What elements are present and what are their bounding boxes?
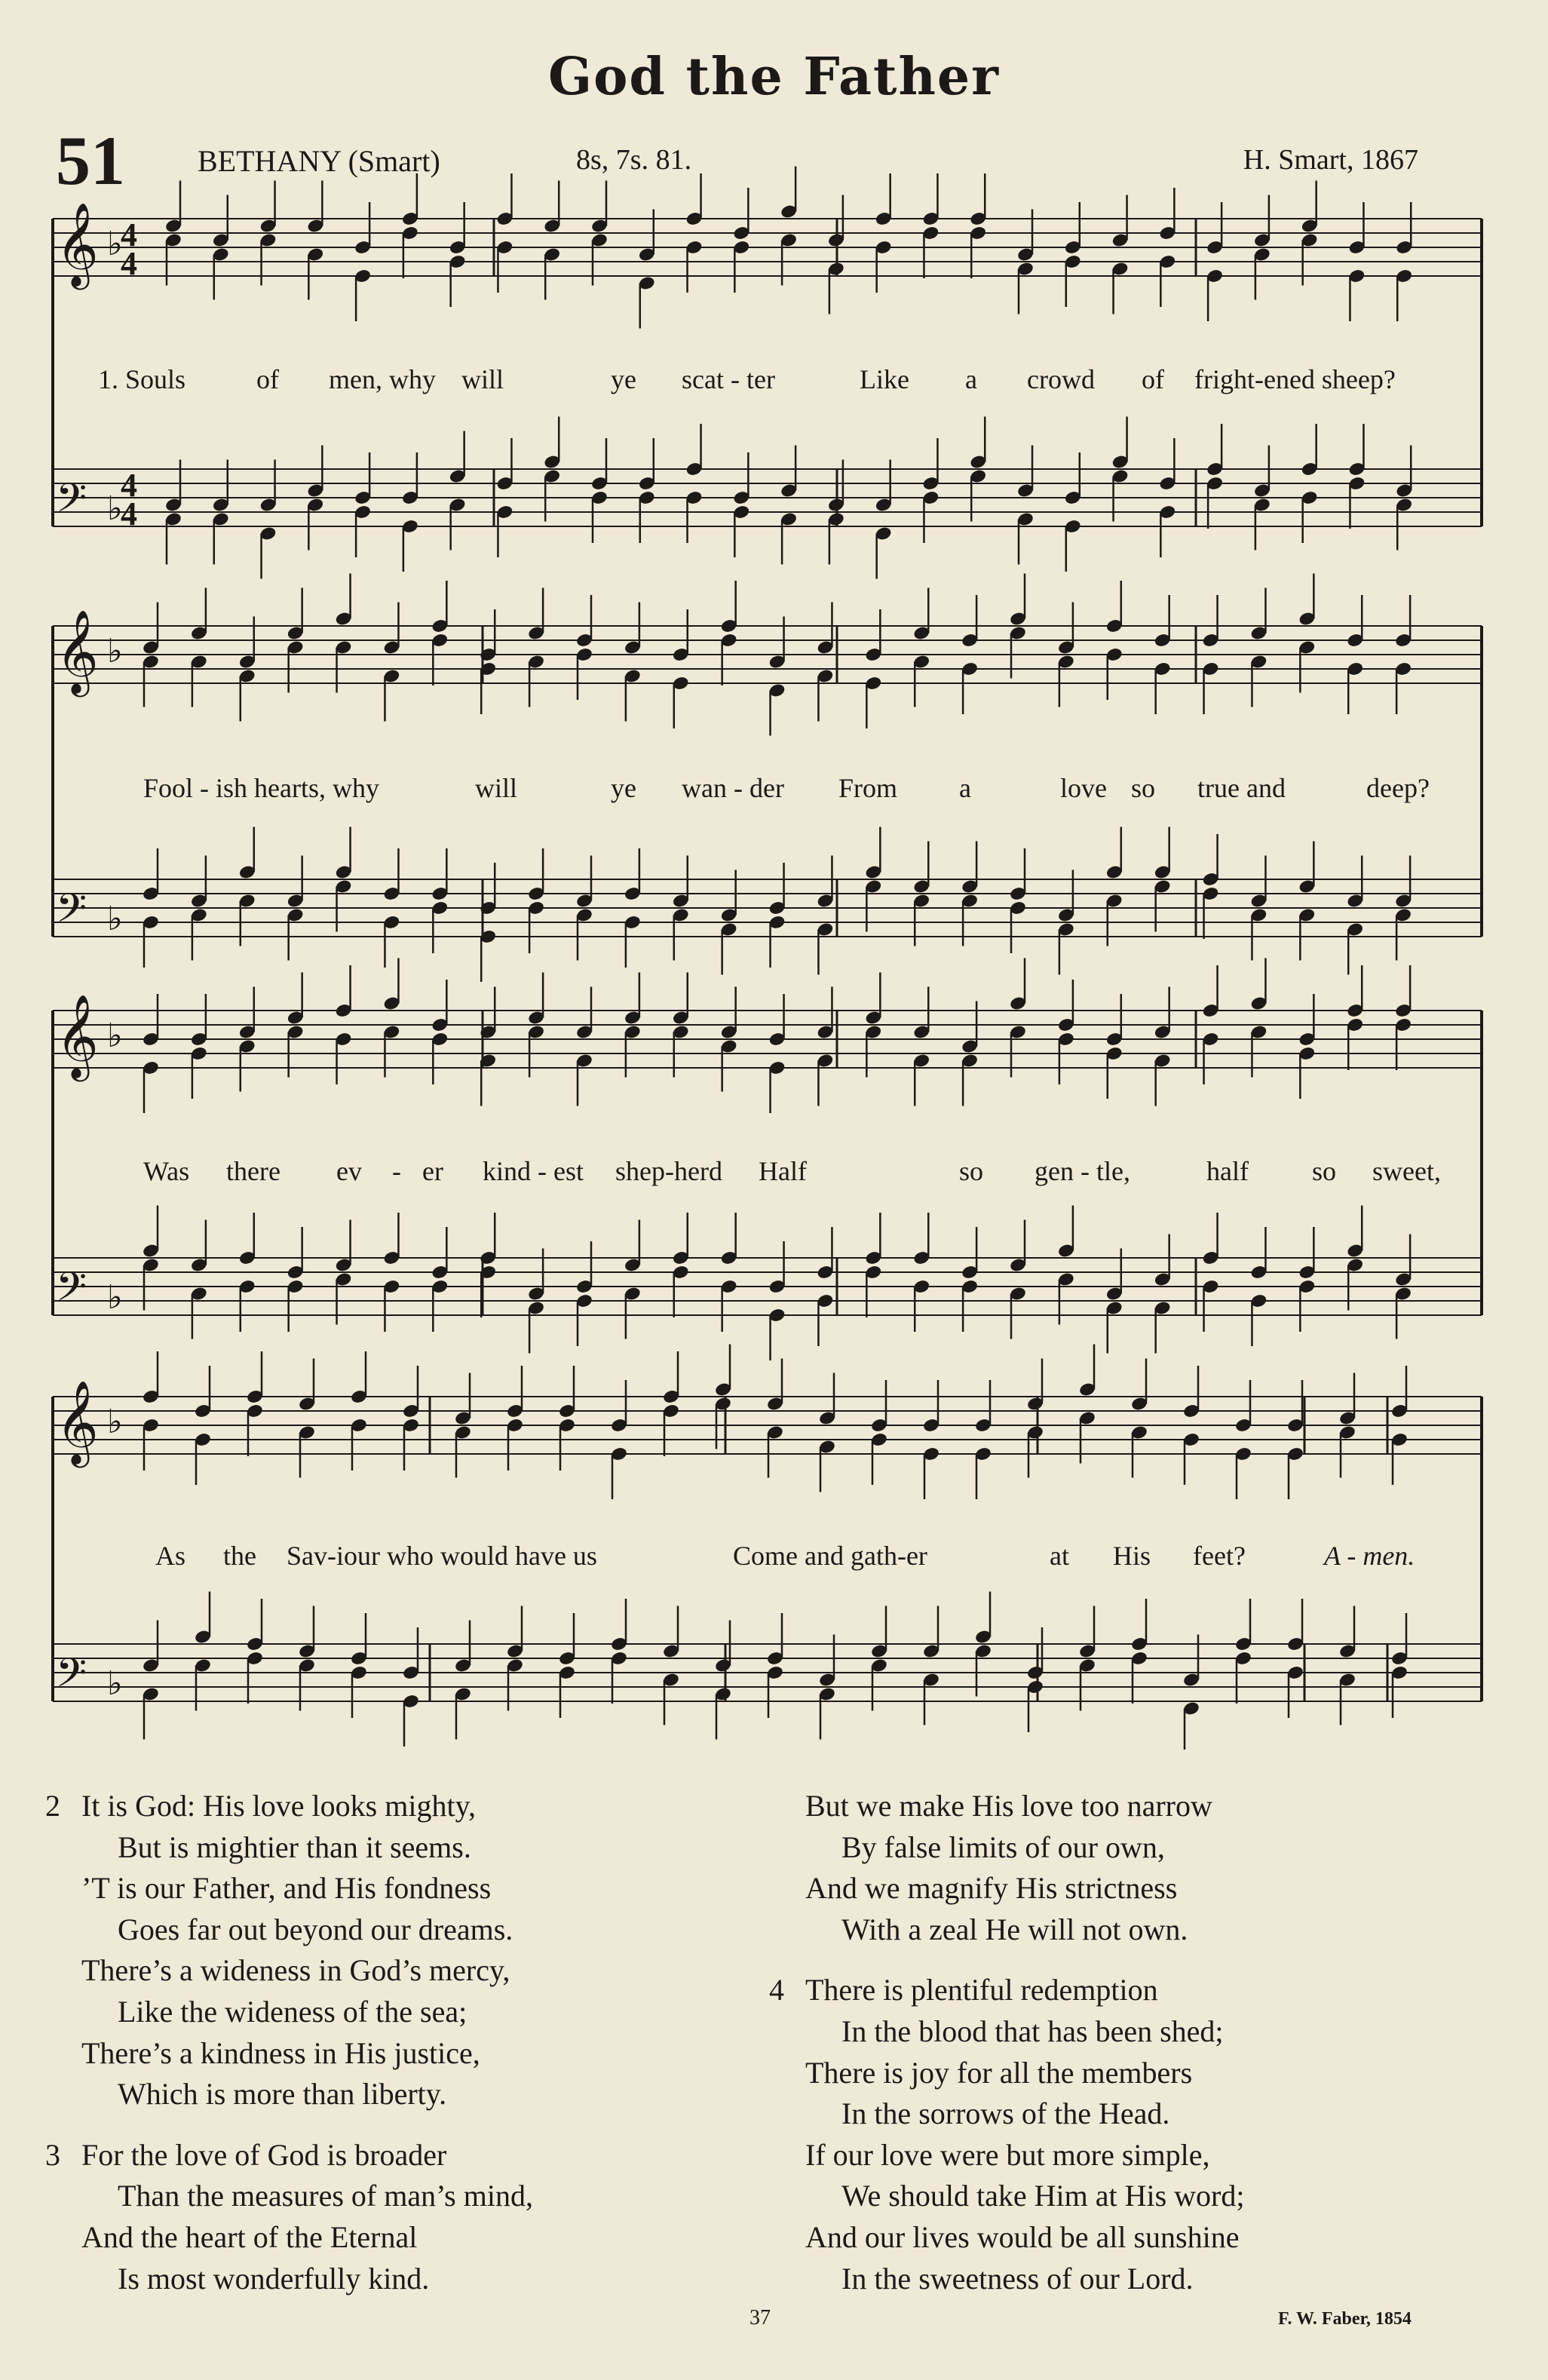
lyric-word: kind - est [483, 1156, 584, 1186]
flat-icon: ♭ [107, 1017, 123, 1055]
flat-icon: ♭ [107, 225, 123, 263]
lyric-word: the [223, 1541, 256, 1571]
verse-line [769, 2011, 1244, 2053]
lyric-word: - [392, 1156, 401, 1186]
composer: H. Smart, 1867 [1243, 144, 1418, 176]
verse-text: ’T is our Father, and His fondness [81, 1871, 492, 1906]
lyric-word: there [226, 1156, 280, 1186]
lyric-word: ye [611, 364, 636, 394]
verse-text: There’s a kindness in His justice, [81, 2035, 480, 2070]
lyric-word: sweet, [1372, 1156, 1441, 1186]
verse-text: Is most wonderfully kind. [118, 2261, 430, 2296]
lyric-word: at [1050, 1541, 1069, 1571]
lyric-word: ev [336, 1156, 362, 1186]
lyric-word: of [256, 364, 279, 394]
lyric-word: ye [611, 773, 636, 803]
verse-text: But we make His love too narrow [805, 1789, 1212, 1823]
lyric-word: Sav-iour who would have us [287, 1541, 597, 1571]
verse-line [45, 1992, 533, 2033]
verse-line [769, 2259, 1244, 2300]
verse-text: Goes far out beyond our dreams. [118, 1912, 513, 1946]
verse-text: There is joy for all the members [805, 2055, 1193, 2090]
lyric-word: er [422, 1156, 443, 1186]
lyric-word: 1. Souls [98, 364, 186, 394]
lyric-word: His [1113, 1541, 1151, 1571]
bass-clef-icon: 𝄢 [56, 475, 87, 532]
verse-text: There is plentiful redemption [805, 1973, 1158, 2007]
lyric-word: A - men. [1324, 1541, 1415, 1571]
verse-line [45, 2074, 533, 2115]
verse-line [45, 2259, 533, 2300]
verse-line [769, 1909, 1244, 1951]
lyric-word: Half [759, 1156, 807, 1186]
verse-text: It is God: His love looks mighty, [81, 1789, 476, 1823]
verse-line [769, 1868, 1244, 1909]
lyric-word: Like [860, 364, 909, 394]
verse-line [769, 1827, 1244, 1869]
verse-text: Which is more than liberty. [118, 2077, 447, 2112]
treble-clef-icon: 𝄞 [56, 201, 99, 287]
verse-line [45, 1950, 533, 1992]
verse-text: With a zeal He will not own. [841, 1912, 1188, 1946]
treble-clef-icon: 𝄞 [56, 993, 99, 1078]
page-number: 37 [749, 2306, 771, 2329]
verse-text: In the sorrows of the Head. [841, 2096, 1170, 2131]
lyric-word: true and [1197, 773, 1286, 803]
treble-clef-icon: 𝄞 [56, 609, 99, 694]
verse-line [45, 1909, 533, 1951]
lyric-word: gen - tle, [1035, 1156, 1130, 1186]
page-title: God the Father [548, 47, 1000, 107]
verses-right-column [769, 1786, 1244, 2299]
verse-line [769, 2093, 1244, 2135]
lyric-word: Come and gath-er [733, 1541, 927, 1571]
bass-clef-icon: 𝄢 [56, 885, 87, 942]
verse-line [45, 2033, 533, 2075]
time-signature: 4 [121, 467, 137, 505]
flat-icon: ♭ [107, 1664, 123, 1703]
time-signature: 4 [121, 216, 137, 254]
verse-line [45, 1786, 533, 1827]
verse-text: Like the wideness of the sea; [118, 1994, 467, 2029]
verse-line [769, 2217, 1244, 2259]
lyric-word: will [475, 773, 518, 803]
verse-line [45, 2176, 533, 2217]
lyric-word: feet? [1193, 1541, 1246, 1571]
verse-text: There’s a wideness in God’s mercy, [81, 1953, 510, 1988]
lyric-word: so [1312, 1156, 1337, 1186]
lyric-word: so [1131, 773, 1156, 803]
lyric-word: half [1206, 1156, 1249, 1186]
lyric-word: scat - ter [682, 364, 775, 394]
verse-line [769, 2135, 1244, 2176]
verse-line [45, 2217, 533, 2259]
lyric-word: of [1142, 364, 1164, 394]
bass-clef-icon: 𝄢 [56, 1264, 87, 1320]
flat-icon: ♭ [107, 1403, 123, 1441]
lyric-word: fright-ened sheep? [1194, 364, 1396, 394]
verse-line [769, 1970, 1244, 2011]
verse-text: But is mightier than it seems. [118, 1829, 471, 1864]
verse-line [769, 2176, 1244, 2217]
treble-clef-icon: 𝄞 [56, 1379, 99, 1464]
lyric-word: crowd [1027, 364, 1095, 394]
verse-line [769, 2053, 1244, 2094]
verse-line [45, 1868, 533, 1909]
flat-icon: ♭ [107, 489, 123, 528]
verse-text: In the blood that has been shed; [841, 2013, 1224, 2048]
lyric-word: As [155, 1541, 186, 1571]
verse-text: By false limits of our own, [841, 1829, 1165, 1864]
time-signature: 4 [121, 245, 137, 283]
lyric-word: deep? [1366, 773, 1430, 803]
verse-line [45, 2135, 533, 2176]
meter: 8s, 7s. 81. [576, 144, 692, 176]
verse-text: In the sweetness of our Lord. [841, 2261, 1194, 2296]
bass-clef-icon: 𝄢 [56, 1650, 87, 1707]
lyric-word: wan - der [682, 773, 784, 803]
verse-text: For the love of God is broader [81, 2137, 447, 2172]
verse-number: 4 [769, 1973, 784, 2007]
verse-text: Than the measures of man’s mind, [118, 2179, 533, 2213]
verse-text: And the heart of the Eternal [81, 2219, 418, 2254]
lyric-word: so [959, 1156, 984, 1186]
hymn-number: 51 [56, 122, 125, 199]
lyric-word: a [965, 364, 977, 394]
verse-text: We should take Him at His word; [841, 2179, 1245, 2213]
flat-icon: ♭ [107, 632, 123, 670]
lyric-word: will [461, 364, 504, 394]
lyric-word: From [838, 773, 898, 803]
flat-icon: ♭ [107, 900, 123, 938]
verse-number: 2 [45, 1789, 60, 1823]
lyric-word: men, why [329, 364, 436, 394]
lyric-word: Was [143, 1156, 190, 1186]
flat-icon: ♭ [107, 1278, 123, 1317]
verse-text: If our love were but more simple, [805, 2137, 1210, 2172]
verse-line [45, 1827, 533, 1869]
lyric-word: a [959, 773, 971, 803]
lyric-word: love [1060, 773, 1107, 803]
verse-text: And we magnify His strictness [805, 1871, 1178, 1906]
verse-text: And our lives would be all sunshine [805, 2219, 1240, 2254]
lyric-word: Fool - ish hearts, why [143, 773, 379, 803]
author-credit: F. W. Faber, 1854 [1278, 2309, 1412, 2329]
lyric-word: shep-herd [615, 1156, 722, 1186]
tune-name: BETHANY (Smart) [198, 144, 440, 178]
verses-left-column [45, 1786, 533, 2299]
verse-line [769, 1786, 1244, 1827]
verse-number: 3 [45, 2137, 60, 2172]
time-signature: 4 [121, 495, 137, 533]
